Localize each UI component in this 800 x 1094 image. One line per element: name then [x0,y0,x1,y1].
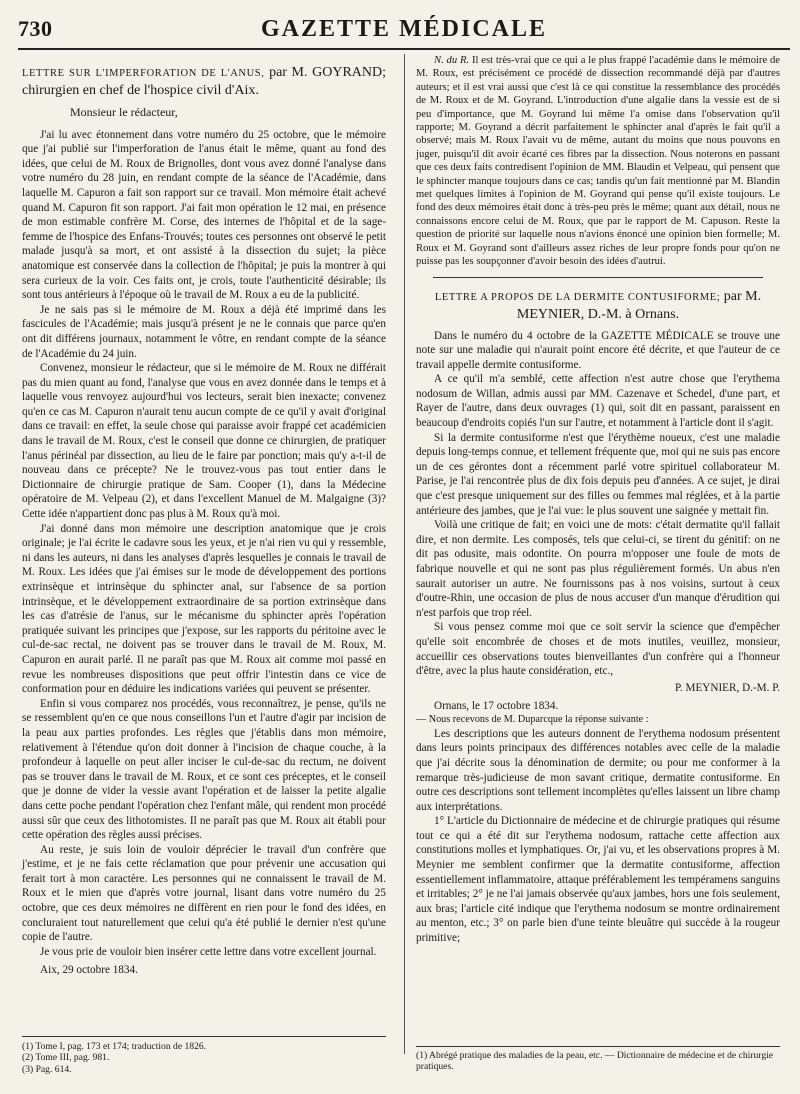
reply-intro: — Nous recevons de M. Duparcque la réponse suivante : [416,713,649,725]
paragraph: Enfin si vous comparez nos procédés, vous reconnaîtrez, je pense, qu'ils ne se ressemblent qu'en ce que nous conseillons l'un et l'autre d'agir par incision de la peau aux parties profondes. Les règles que j'établis dans mon mémoire, relativement à l'étendue qu'on doit donner à l'incision de chaque couche, à la profondeur à laquelle on peut aller inciser le cul-de-sac du rectum, ne doivent pas se trouver dans le travail de M. Roux, et ce sont ces préceptes, et le conseil que je donne de vider la vessie avant l'opération et de laisser la petite algalie dans cette poche pendant l'opération chez l'enfant mâle, qui rendent mon procédé aussi sûr que ceux des lithotomistes. Il ne paraît pas que M. Roux ait établi pour cette opération des règles aussi précises. [22,697,386,842]
paragraph: Si vous pensez comme moi que ce soit servir la science que d'empêcher qu'elle soit encombrée de choses et de mots inutiles, veuillez, monsieur, accueillir ces observations toutes bienveillantes d'un confrère qui a l'honneur d'être, avec la plus haute considération, etc., [416,621,780,678]
footnote: (2) Tome III, pag. 981. [22,1052,110,1064]
paragraph: Dans le numéro du 4 octobre de la GAZETTE MÉDICALE se trouve une note sur une maladie qui n'aurait point encore été décrite, et que l'auteur de ce travail appelle dermite contusiforme. [416,329,780,371]
paragraph: Je vous prie de vouloir bien insérer cette lettre dans votre excellent journal. [40,945,377,958]
paragraph: J'ai donné dans mon mémoire une description anatomique que je crois originale; je l'ai écrite le cadavre sous les yeux, et je n'ai rien vu qui y ressemble, ni dans les auteurs, ni dans les analyses d'après lesquelles je connais le travail de M. Roux. Les idées que j'ai émises sur le mode de développement des portions extrinsèque et intrinsèque du sphincter anal, sur l'absence de sa portion intrinsèque, et le développement extraordinaire de sa portion extrinsèque dans les cas d'atrésie de l'anus, sur le mécanisme du sphincter après l'opération pratiquée suivant les principes que j'expose, sur les rapports du péritoine avec le cul-de-sac rectal, ne doivent pas se trouver dans le travail de M. Roux, M. Capuron en aurait parlé. Il ne paraît pas que M. Roux ait comme moi passé en revue les nombreuses dispositions que peut offrir l'intestin dans ce vice de conformation pour en déduire les indications variées qui peuvent se présenter. [22,522,386,696]
column-divider [404,54,405,1054]
page-header [18,14,790,50]
editor-note: N. du R. Il est très-vrai que ce qui a le plus frappé l'académie dans le mémoire de M. Roux, est précisément ce procédé de dissection recommandé déjà par d'autres auteurs; et il est vrai aussi que c'est là ce qui constitue la ressemblance des procédés de M. Roux et de M. Goyrand. L'introduction d'une algalie dans la vessie est de si peu d'importance, que M. Goyrand lui même l'a omise dans l'observation qu'il rapporte; M. Goyrand a décrit parfaitement le sphincter anal d'après le fait qu'il a observé; mais M. Roux l'avait vu de même, autant du moins que nous pouvons en juger, puisqu'il dit avoir écarté ces fibres par la dissection. Nous noterons en passant que ces deux faits contredisent l'opinion de MM. Blaudin et Velpeau, qui pensent que le sphincter manque toujours dans ce cas; tandis qu'un fait mentionné par M. Blandin met quelques limites à l'opinion de M. Goyrand qui pense qu'il existe toujours. Le fond des deux mémoires était donc à très-peu près le même; quant aux détail, nous ne connaissons encore celui de M. Roux, que par le rapport de M. Capuson. Reste la question de priorité sur laquelle nous n'avions énoncé une opinion bien formelle; M. Roux et M. Goyrand sont d'ailleurs assez riches de leur propre fonds pour qu'on ne puisse pas les soupçonner d'avoir besoin des idées d'autrui. [416,55,780,268]
paragraph: J'ai lu avec étonnement dans votre numéro du 25 octobre, que le mémoire que j'ai publié sur l'imperforation de l'anus était le même, quant au fond des idées, que celui de M. Roux de Brignolles, dont vous avez donné l'analyse dans votre numéro du 28 juin, en rendant compte de la séance de l'Académie, dans laquelle M. Capuron a fait son rapport sur ce travail. Mon mémoire était achevé quand M. Capuron fit son rapport. J'ai fait mon opération le 12 mai, en présence de mon estimable confrère M. Corse, des internes de l'hôpital et de la sage-femme de l'hospice des Enfans-Trouvés; toutes ces personnes ont observé le petit malade jusqu'à sa mort, et ont assisté à la dissection du sujet; la pièce anatomique est conservée dans la collection de l'hôpital; je puis la montrer à qui sera curieux de la voir. Ces faits ont, je crois, toute l'authenticité désirable; ils sont tous antérieurs à l'époque où le travail de M. Roux a eu de la publicité. [22,128,386,302]
place-date: Ornans, le 17 octobre 1834. [434,700,559,713]
paragraph: 1° L'article du Dictionnaire de médecine et de chirurgie pratiques qui résume tout ce qui a été dit sur l'erythema nodosum, rattache cette affection aux constitutions molles et lymphatiques. Or, j'ai vu, et les observations propres à M. Meynier me semblent confirmer que la dermatite contusiforme, affection essentiellement inflammatoire, attaque préférablement les tempéramens sanguins et irritables; 2° je ne l'ai jamais observée qu'aux jambes, hors une fois seulement, aux bras; l'article cité indique que l'erythema nodosum se montre ordinairement au menton, etc.; 3° on parle bien d'une teinte bleuâtre qui succède à la rougeur primitive; [416,815,780,945]
paragraph: Je ne sais pas si le mémoire de M. Roux a déjà été imprimé dans les fascicules de l'Académie; mais jusqu'à présent je ne le connais que parce qu'en ont dit différens journaux, notamment le vôtre, en rendant compte de la séance de l'Académie du 24 juin. [22,303,386,360]
right-column [416,54,780,945]
paragraph: Si la dermite contusiforme n'est que l'érythème noueux, c'est une maladie depuis long-temps connue, et tellement fréquente que, moi qui ne suis pas encore un de ces gérontes dont a récemment parlé votre spirituel collaborateur M. Parise, je l'ai rencontrée plus de dix fois depuis peu d'années. A ce sujet, je dirai que c'est presque uniquement sur des filles ou femmes mal réglées, et à la partie antérieure des jambes, que je l'ai vue: le plus souvent une saignée y mettait fin. [416,431,780,517]
letter-title-goyrand: LETTRE SUR L'IMPERFORATION DE L'ANUS, par M. GOYRAND; chirurgien en chef de l'hospice civil d'Aix. [22,65,387,98]
section-divider [433,277,763,278]
paragraph: A ce qu'il m'a semblé, cette affection n'est autre chose que l'erythema nodosum de Willan, admis aussi par MM. Cazenave et Schedel, d'une part, et Rayer de l'autre, dans deux ouvrages (1) qui, soit dit en passant, paraissent en beaucoup d'endroits copiés l'un sur l'autre, et notamment à l'article dont il s'agit. [416,373,780,430]
paragraph: Les descriptions que les auteurs donnent de l'erythema nodosum présentent dans leurs points principaux des différences notables avec celle de la maladie que j'ai décrite sous la dénomination de dermite; ou pour me conformer à la remarque très-judicieuse de mon savant critique, dermatite contusiforme. En outre ces descriptions sont tellement incomplètes qu'elles laissent un libre champ aux interprétations. [416,727,780,813]
footnotes-right [416,1046,780,1073]
left-column [22,54,386,1054]
footnote: (1) Tome I, pag. 173 et 174; traduction de 1826. [22,1041,207,1052]
page-number: 730 [18,16,53,41]
journal-title: GAZETTE MÉDICALE [260,16,548,42]
place-date: Aix, 29 octobre 1834. [40,964,138,977]
footnotes-left [22,1036,386,1075]
signature: P. MEYNIER, D.-M. P. [674,681,780,694]
paragraph: Au reste, je suis loin de vouloir déprécier le travail d'un confrère que j'estime, et je ne fais cette réclamation que pour prévenir une accusation qui ferait tort à mon caractère. Les personnes qui ne connaissent le travail de M. Roux et le mien que d'après votre journal, lisant dans votre numéro du 25 octobre, que ces deux mémoires ne diffèrent en rien pour le fond des idées, en concluraient tout naturellement que celui qu'a été publié le dernier n'est qu'une copie de l'autre. [22,843,386,944]
footnote: (3) Pag. 614. [22,1063,72,1075]
footnote: (1) Abrégé pratique des maladies de la peau, etc. — Dictionnaire de médecine et de chirurgie pratiques. [416,1050,774,1073]
paragraph: Voilà une critique de fait; en voici une de mots: c'était dermatite qu'il fallait dire, et non dermite. Les composés, tels que celui-ci, se tirent du génitif: on ne dit pas odusite, mais odontite. On pourra m'opposer une foule de mots de fabrique nouvelle et qui ne sont pas plus régulièrement formés. Un abus n'en saurait autoriser un autre. Ne fournissons pas à nos voisins, surtout à ceux d'outre-Rhin, une occasion de plus de nous accuser d'un manque d'érudition qui n'est parfois que trop réel. [416,519,780,619]
salutation: Monsieur le rédacteur, [70,105,178,119]
paragraph: Convenez, monsieur le rédacteur, que si le mémoire de M. Roux ne différait pas du mien quant au fond, l'analyse que vous en avez donnée dans le temps et à laquelle vous renvoyez aujourd'hui vos lecteurs, serait bien inexacte; convenez qu'en ce cas M. Capuron n'aurait tenu aucun compte de ce qu'il y avait d'original dans ce travail: en effet, la seule chose qui paraisse avoir frappé cet académicien dans le travail de M. Roux, c'est le conseil que donne ce chirurgien, de pratiquer l'anus périnéal par dissection, au lieu de le faire par ponction; mais qu'y a-t-il de nouveau dans ce précepte? Ne le trouvez-vous pas tout entier dans le Dictionnaire de chirurgie pratique de Sam. Cooper (1), dans la Médecine opératoire de M. Velpeau (2), et dans l'excellent Manuel de M. Malgaigne (3)? Cette idée n'appartient donc pas plus à M. Roux qu'à moi. [22,362,386,521]
letter-title-meynier: LETTRE A PROPOS DE LA DERMITE CONTUSIFORME; par M. MEYNIER, D.-M. à Ornans. [434,288,762,322]
